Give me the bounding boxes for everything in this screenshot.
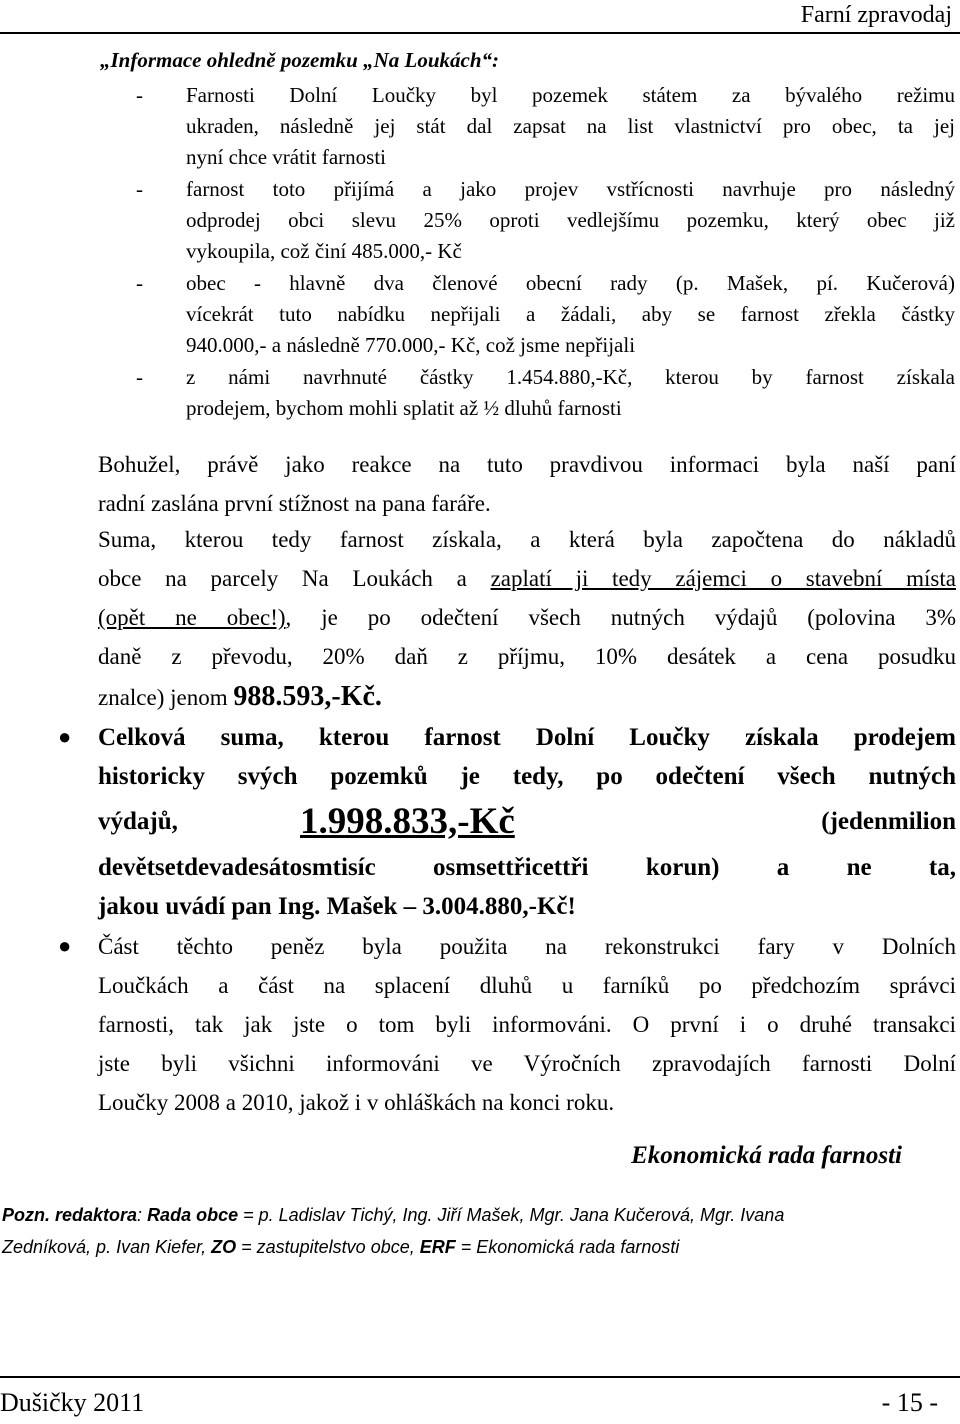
info-item-4	[186, 362, 955, 424]
note-term: ZO	[211, 1237, 237, 1257]
info-item-3	[186, 268, 955, 361]
text-line	[2, 1231, 960, 1263]
list-dash: -	[136, 271, 143, 295]
list-dash: -	[136, 83, 143, 107]
signature: Ekonomická rada farnosti	[631, 1142, 902, 1169]
text-fragment: výdajů,	[98, 808, 178, 835]
text-line: vícekrát tuto nabídku nepřijali a žádali, aby se farnost zřekla částky	[186, 302, 955, 326]
text-line: jakou uvádí pan Ing. Mašek – 3.004.880,-Kč!	[98, 893, 576, 920]
text-fragment: :	[137, 1205, 148, 1225]
text-fragment: obce na parcely Na Loukách a	[98, 566, 491, 591]
text-line	[98, 796, 956, 848]
list-dash: -	[136, 365, 143, 389]
text-line: Farnosti Dolní Loučky byl pozemek státem za bývalého režimu	[186, 83, 955, 107]
info-item-1	[186, 80, 955, 173]
text-line	[98, 676, 956, 718]
bullet-icon: ●	[58, 724, 72, 749]
bullet-usage	[98, 927, 956, 1122]
note-term: ERF	[419, 1237, 456, 1257]
list-dash: -	[136, 177, 143, 201]
text-fragment: = p. Ladislav Tichý, Ing. Jiří Mašek, Mgr. Jana Kučerová, Mgr. Ivana	[238, 1205, 785, 1225]
bullet-total-sum	[98, 718, 956, 926]
text-line	[98, 598, 956, 637]
paragraph-complaint	[98, 445, 956, 523]
text-line: Bohužel, právě jako reakce na tuto pravdivou informaci byla naší paní	[98, 452, 956, 477]
underlined-text: zaplatí ji tedy zájemci o stavební místa	[490, 566, 956, 591]
text-fragment: znalce) jenom	[98, 685, 234, 710]
text-line: vykoupila, což činí 485.000,- Kč	[186, 239, 462, 263]
text-line: Suma, kterou tedy farnost získala, a která byla započtena do nákladů	[98, 527, 956, 552]
text-fragment: = zastupitelstvo obce,	[236, 1237, 420, 1257]
text-line: devětsetdevadesátosmtisíc osmsettřicettři korun) a ne ta,	[98, 854, 956, 881]
text-line: Loučky 2008 a 2010, jakož i v ohláškách na konci roku.	[98, 1090, 615, 1115]
header-title: Farní zpravodaj	[800, 2, 952, 28]
text-line: Celková suma, kterou farnost Dolní Loučky získala prodejem	[98, 724, 956, 751]
amount-net: 988.593,-Kč.	[233, 681, 382, 712]
text-line: daně z převodu, 20% daň z příjmu, 10% desátek a cena posudku	[98, 644, 956, 669]
text-line: farnosti, tak jak jste o tom byli informováni. O první i o druhé transakci	[98, 1012, 956, 1037]
text-line: odprodej obci slevu 25% oproti vedlejšímu pozemku, který obec již	[186, 208, 955, 232]
text-line	[98, 559, 956, 598]
text-fragment: Zedníková, p. Ivan Kiefer,	[2, 1237, 212, 1257]
text-line: radní zaslána první stížnost na pana faráře.	[98, 491, 491, 516]
text-line: obec - hlavně dva členové obecní rady (p. Mašek, pí. Kučerová)	[186, 271, 955, 295]
editor-note	[2, 1199, 960, 1263]
paragraph-sum	[98, 520, 956, 718]
text-line	[2, 1199, 960, 1231]
info-heading: „Informace ohledně pozemku „Na Loukách“:	[100, 48, 499, 72]
text-fragment: (jedenmilion	[821, 808, 956, 835]
text-line: farnost toto přijímá a jako projev vstřícnosti navrhuje pro následný	[186, 177, 955, 201]
text-fragment: = Ekonomická rada farnosti	[455, 1237, 680, 1257]
text-fragment: , je po odečtení všech nutných výdajů (polovina 3%	[285, 605, 956, 630]
footer-issue: Dušičky 2011	[0, 1388, 145, 1417]
note-label: Pozn. redaktora	[2, 1205, 138, 1225]
bullet-icon: ●	[58, 933, 72, 958]
text-line: 940.000,- a následně 770.000,- Kč, což jsme nepřijali	[186, 333, 636, 357]
text-line: jste byli všichni informováni ve Výročních zpravodajích farnosti Dolní	[98, 1051, 956, 1076]
text-line: historicky svých pozemků je tedy, po odečtení všech nutných	[98, 763, 956, 790]
footer-divider	[0, 1376, 960, 1378]
text-line: nyní chce vrátit farnosti	[186, 145, 387, 169]
page-number: - 15 -	[881, 1388, 938, 1417]
info-item-2	[186, 174, 955, 267]
amount-total: 1.998.833,-Kč	[300, 801, 515, 842]
text-line: Loučkách a část na splacení dluhů u farníků po předchozím správci	[98, 973, 956, 998]
underlined-text: (opět ne obec!)	[98, 605, 286, 630]
text-line: prodejem, bychom mohli splatit až ½ dluhů farnosti	[186, 396, 622, 420]
header-divider	[0, 32, 960, 34]
text-line: ukraden, následně jej stát dal zapsat na list vlastnictví pro obec, ta jej	[186, 114, 955, 138]
text-line: z námi navrhnuté částky 1.454.880,-Kč, kterou by farnost získala	[186, 365, 955, 389]
note-term: Rada obce	[147, 1205, 239, 1225]
text-line: Část těchto peněz byla použita na rekonstrukci fary v Dolních	[98, 934, 956, 959]
